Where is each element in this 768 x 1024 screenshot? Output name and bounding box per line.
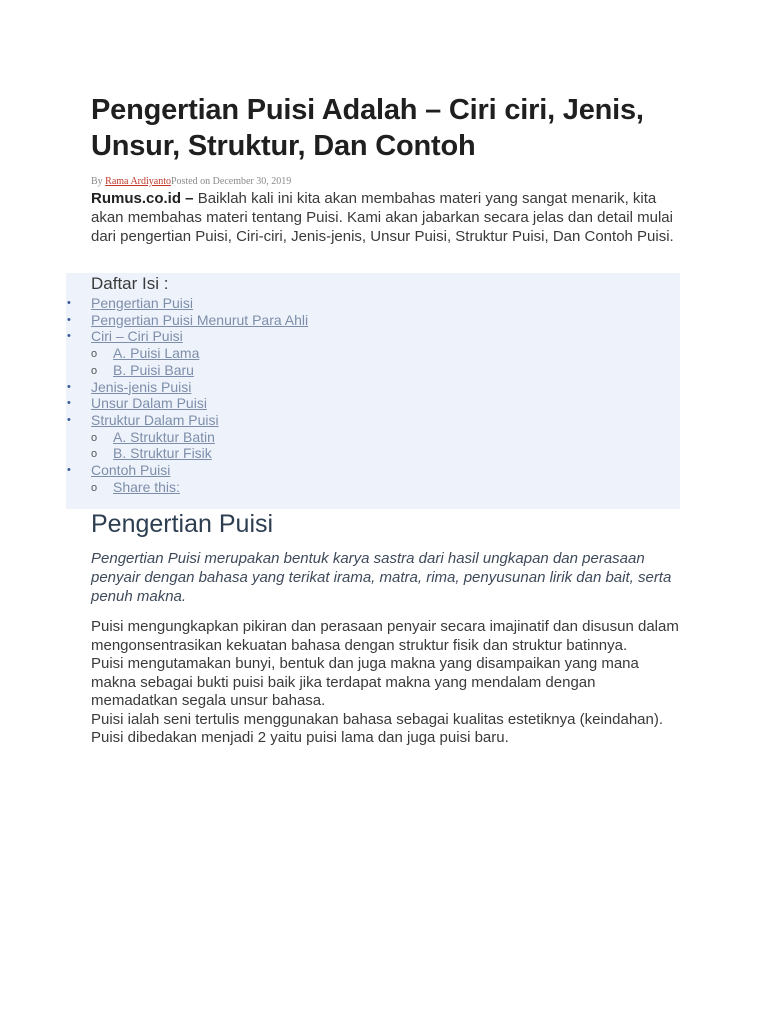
- dot-bullet-icon: •: [67, 297, 71, 309]
- circle-bullet-icon: o: [91, 348, 98, 361]
- toc-link[interactable]: Ciri – Ciri Puisi: [91, 328, 183, 345]
- circle-bullet-icon: o: [91, 448, 98, 461]
- toc-link[interactable]: B. Puisi Baru: [113, 361, 194, 378]
- toc-link[interactable]: Contoh Puisi: [91, 462, 171, 478]
- intro-brand: Rumus.co.id –: [91, 190, 194, 207]
- article-header: [91, 92, 691, 246]
- toc-title: Daftar Isi :: [91, 274, 169, 293]
- definition-quote: Pengertian Puisi merupakan bentuk karya sastra dari hasil ungkapan dan perasaan penyair dengan bahasa yang terikat irama, matra, rima, penyusunan lirik dan bait, serta penuh makna.: [91, 550, 672, 605]
- toc-link[interactable]: Pengertian Puisi Menurut Para Ahli: [91, 311, 309, 328]
- toc-link[interactable]: Share this:: [113, 478, 180, 495]
- byline-posted: Posted on December 30, 2019: [171, 176, 292, 187]
- dot-bullet-icon: •: [67, 464, 71, 476]
- circle-bullet-icon: o: [91, 431, 98, 444]
- byline: [91, 176, 691, 188]
- intro-text: Baiklah kali ini kita akan membahas materi yang sangat menarik, kita akan membahas materi tentang Puisi. Kami akan jabarkan secara jelas dan detail mulai dari pengertian Puisi, Ciri-ciri, Jenis-jenis, Unsur Puisi, Struktur Puisi, Dan Contoh Puisi.: [91, 190, 674, 245]
- table-of-contents: [66, 273, 680, 509]
- toc-link[interactable]: Unsur Dalam Puisi: [91, 395, 207, 412]
- toc-link[interactable]: Pengertian Puisi: [91, 295, 193, 311]
- circle-bullet-icon: o: [91, 364, 98, 377]
- body-paragraph-1: Puisi mengungkapkan pikiran dan perasaan penyair secara imajinatif dan disusun dalam mengonsentrasikan kekuatan bahasa dengan struktur fisik dan struktur batinnya.: [91, 618, 679, 654]
- author-link[interactable]: Rama Ardiyanto: [105, 176, 171, 187]
- dot-bullet-icon: •: [67, 397, 71, 410]
- article-title: Pengertian Puisi Adalah – Ciri ciri, Jenis, Unsur, Struktur, Dan Contoh: [91, 94, 644, 162]
- intro-paragraph: [91, 189, 686, 246]
- toc-link[interactable]: B. Struktur Fisik: [113, 445, 212, 462]
- dot-bullet-icon: •: [67, 313, 71, 326]
- byline-by: By: [91, 176, 106, 187]
- body-paragraph-3: Puisi ialah seni tertulis menggunakan bahasa sebagai kualitas estetiknya (keindahan). Puisi dibedakan menjadi 2 yaitu puisi lama dan juga puisi baru.: [91, 710, 664, 746]
- toc-link[interactable]: A. Puisi Lama: [113, 345, 200, 362]
- circle-bullet-icon: o: [91, 481, 98, 494]
- toc-link[interactable]: Jenis-jenis Puisi: [91, 378, 192, 395]
- toc-link[interactable]: A. Struktur Batin: [113, 428, 215, 445]
- body-paragraph-2: Puisi mengutamakan bunyi, bentuk dan juga makna yang disampaikan yang mana makna sebagai bukti puisi baik jika terdapat makna yang mendalam dengan memadatkan segala unsur bahasa.: [91, 655, 639, 709]
- dot-bullet-icon: •: [67, 413, 71, 426]
- section-body: [91, 618, 681, 748]
- dot-bullet-icon: •: [67, 330, 71, 343]
- toc-link[interactable]: Struktur Dalam Puisi: [91, 411, 219, 428]
- dot-bullet-icon: •: [67, 380, 71, 393]
- section-heading: Pengertian Puisi: [91, 510, 274, 538]
